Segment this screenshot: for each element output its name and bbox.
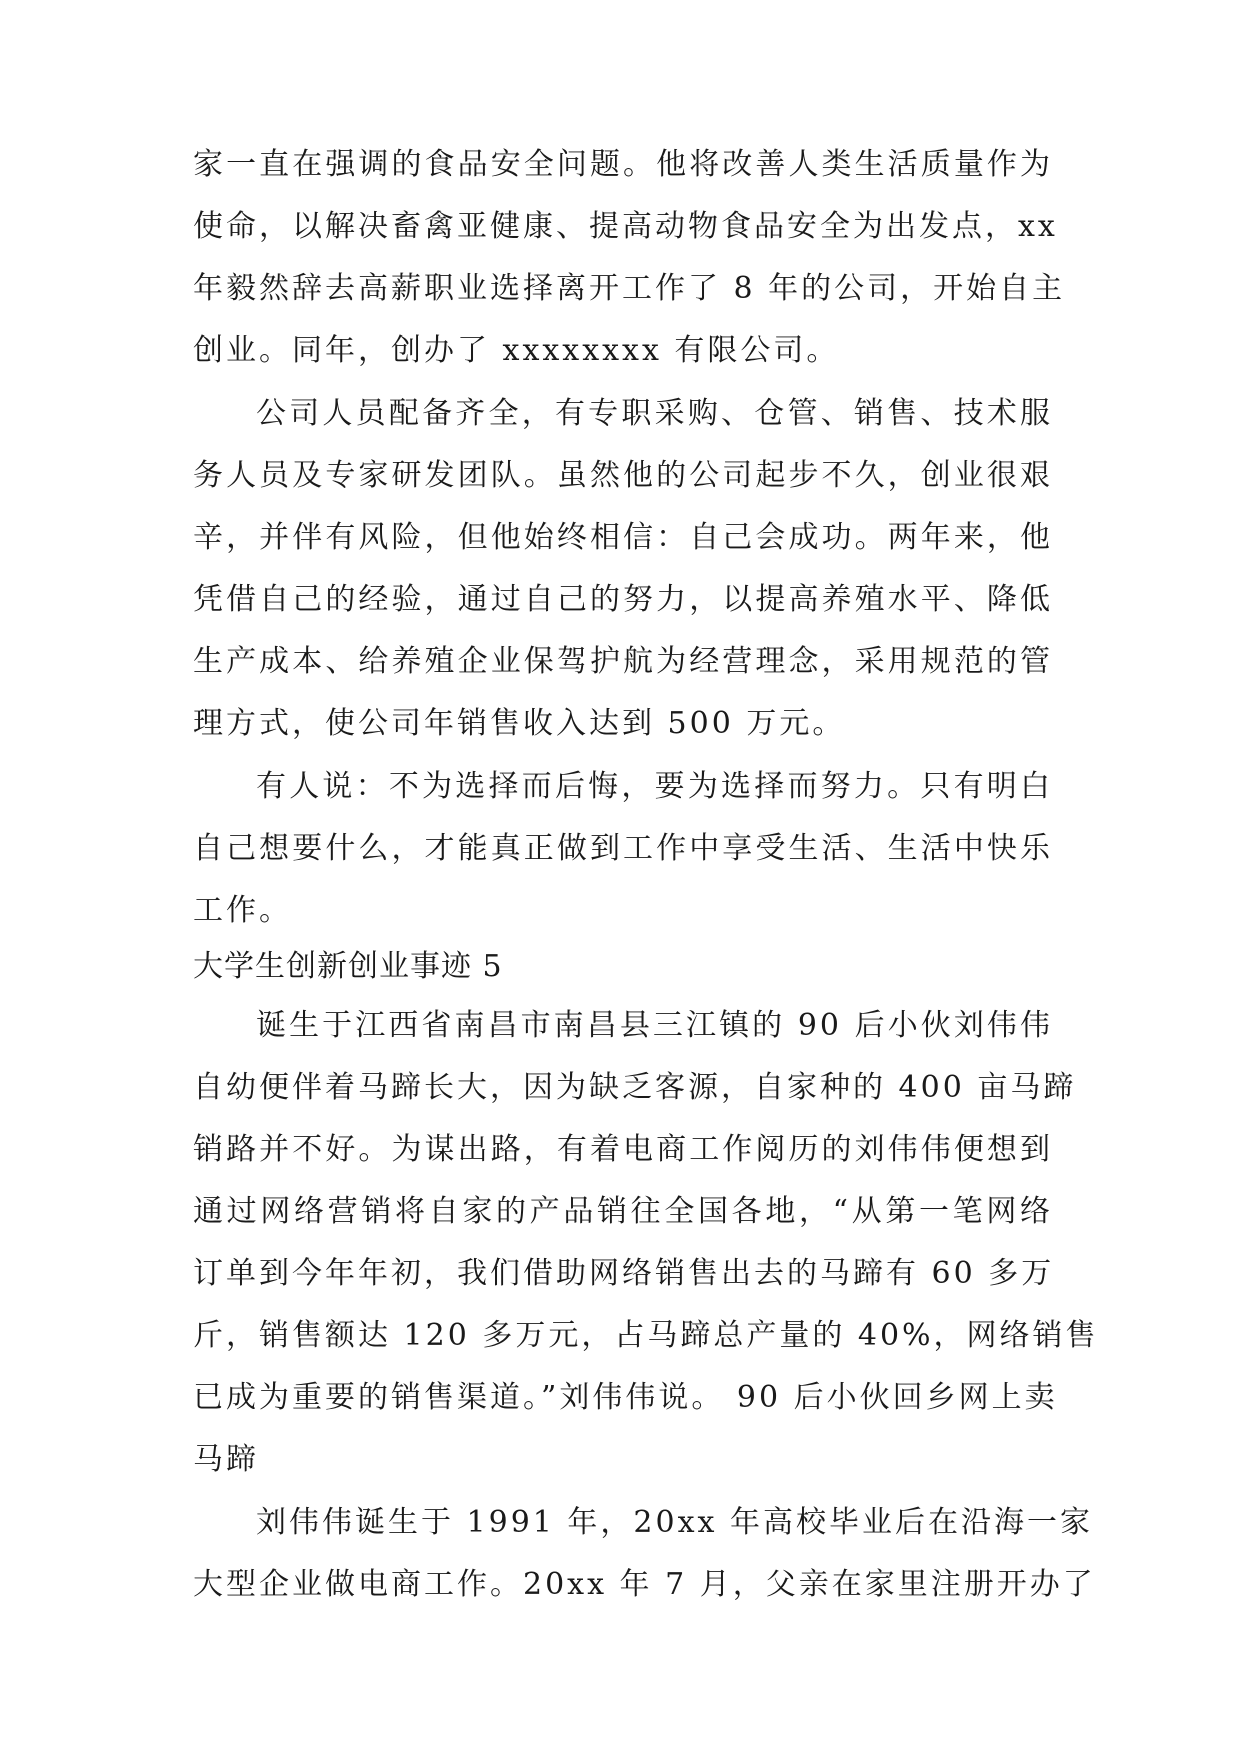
text-line: 年毅然辞去高薪职业选择离开工作了 8 年的公司，开始自主 <box>193 271 1066 306</box>
text-line: 销路并不好。为谋出路，有着电商工作阅历的刘伟伟便想到 <box>193 1132 1053 1167</box>
text-line: 刘伟伟诞生于 1991 年，20xx 年高校毕业后在沿海一家 <box>256 1505 1093 1540</box>
text-line: 家一直在强调的食品安全问题。他将改善人类生活质量作为 <box>193 147 1053 182</box>
text-line: 工作。 <box>193 893 292 928</box>
text-line: 使命，以解决畜禽亚健康、提高动物食品安全为出发点，xx <box>193 209 1058 244</box>
section-heading: 大学生创新创业事迹 5 <box>193 949 503 984</box>
text-line: 通过网络营销将自家的产品销往全国各地，“从第一笔网络 <box>193 1194 1053 1229</box>
text-line: 马蹄 <box>193 1442 259 1477</box>
text-line: 公司人员配备齐全，有专职采购、仓管、销售、技术服 <box>256 396 1053 431</box>
text-line: 务人员及专家研发团队。虽然他的公司起步不久，创业很艰 <box>193 458 1053 493</box>
text-line: 自幼便伴着马蹄长大，因为缺乏客源，自家种的 400 亩马蹄 <box>193 1070 1077 1105</box>
text-line: 订单到今年年初，我们借助网络销售出去的马蹄有 60 多万 <box>193 1256 1055 1291</box>
text-line: 理方式，使公司年销售收入达到 500 万元。 <box>193 706 846 741</box>
text-line: 生产成本、给养殖企业保驾护航为经营理念，采用规范的管 <box>193 644 1053 679</box>
text-line: 已成为重要的销售渠道。”刘伟伟说。 90 后小伙回乡网上卖 <box>193 1380 1058 1415</box>
text-line: 辛，并伴有风险，但他始终相信：自己会成功。两年来，他 <box>193 520 1053 555</box>
text-line: 诞生于江西省南昌市南昌县三江镇的 90 后小伙刘伟伟 <box>256 1008 1053 1043</box>
text-line: 自己想要什么，才能真正做到工作中享受生活、生活中快乐 <box>193 831 1053 866</box>
text-line: 创业。同年，创办了 xxxxxxxx 有限公司。 <box>193 333 840 368</box>
text-line: 凭借自己的经验，通过自己的努力，以提高养殖水平、降低 <box>193 582 1053 617</box>
text-line: 大型企业做电商工作。20xx 年 7 月，父亲在家里注册开办了 <box>193 1567 1096 1602</box>
text-line: 斤，销售额达 120 多万元，占马蹄总产量的 40%，网络销售 <box>193 1318 1099 1353</box>
text-line: 有人说：不为选择而后悔，要为选择而努力。只有明白 <box>256 769 1053 804</box>
